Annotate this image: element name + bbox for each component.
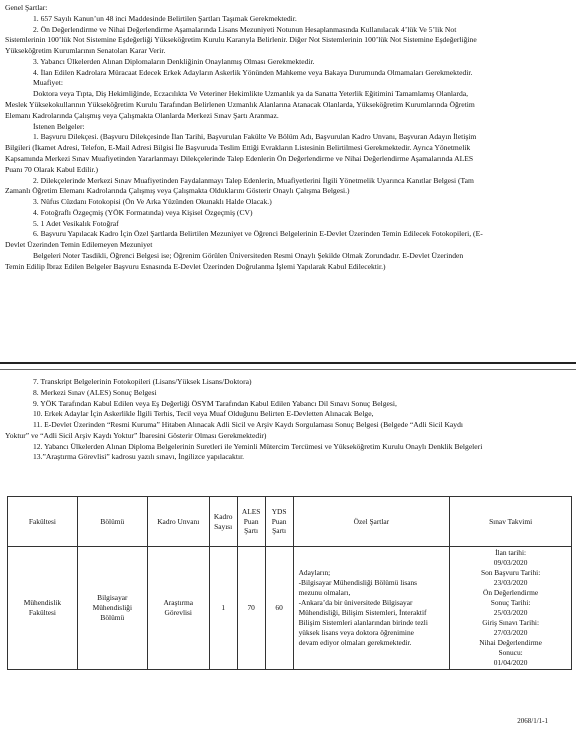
text-line: Elemanı Kadrolarında Çalışmış veya Çalışmakta Olanlarda Merkezi Sınav Şartı Aranmaz. [5,110,279,120]
text-line: 3. Yabancı Ülkelerden Alınan Diplomaların Denkliğinin Onaylanmış Olması Gerekmektedir. [33,56,315,66]
text-line: 5. 1 Adet Vesikalık Fotoğraf [33,218,119,228]
text-line: Muafiyet: [33,78,63,88]
text-line: İstenen Belgeler: [33,121,85,131]
text-line: Belgeleri Noter Tasdikli, Öğrenci Belgesi ise; Öğrenim Görülen Üniversiteden Resmi Onaylı Şekilde Olmak Zorundadır. E-Devlet Üzerinden [33,250,464,260]
text-line: Yükseköğretim Kurumlarının Senatoları Karar Verir. [5,46,166,56]
text-line: 13.”Araştırma Görevlisi” kadrosu yazılı sınavı, İngilizce yapılacaktır. [33,452,245,462]
text-line: 11. E-Devlet Üzerinden “Resmi Kuruma” Hitaben Alınacak Adli Sicil ve Arşiv Kaydı Sorgulaması Sonuç Belgesi (Belgede “Adli Sicil Kaydı [33,420,464,430]
calendar-line: İlan tarihi: [495,548,527,557]
calendar-line: 23/03/2020 [493,577,528,587]
condition-line: Mühendisliği, Bilişim Sistemleri, İnteraktif [298,607,427,617]
calendar-line: Sonuç Tarihi: [490,597,531,607]
condition-line: devam ediyor olmaları gerekmektedir. [298,637,412,647]
calendar-line: Nihai Değerlendirme [479,637,542,647]
cell-ales: 70 [237,547,265,670]
calendar-line: Sonucu: [498,647,523,657]
text-line: Sistemlerinin 100’lük Not Sistemine Eşdeğerliği Yükseköğretim Kurulu Kararıyla Belirlenir. Diğer Not Sistemlerinin 100’lük Not Sistemine Eşdeğerliğine [5,35,477,45]
header-ales: ALES Puan Şartı [237,497,265,547]
divider [0,362,576,364]
calendar-line: 25/03/2020 [493,607,528,617]
calendar-line: Son Başvuru Tarihi: [480,567,541,577]
text-line: 2. Dilekçelerinde Merkezi Sınav Muafiyetinden Faydalanmayı Talep Edenlerin, Muafiyetlerini İlgili Yönetmelik Uyarınca Kanıtlar Belgesi (Tam [33,175,474,185]
cell-faculty: Mühendislik Fakültesi [8,547,78,670]
text-line: Devlet Üzerinden Temin Edilemeyen Mezuniyet [5,240,153,250]
text-line: 1. Başvuru Dilekçesi. (Başvuru Dilekçesinde İlan Tarihi, Başvurulan Fakülte Ve Bölüm Adı, Başvurulan Kadro Unvanı, Başvuran Adayın İletişim [33,132,477,142]
header-department: Bölümü [77,497,147,547]
calendar-line: Ön Değerlendirme [483,587,539,597]
calendar-line: 01/04/2020 [493,657,528,667]
condition-line: yüksek lisans veya doktora öğrenimine [298,627,414,637]
required-documents-section [5,377,571,463]
text-line: Temin Edilip İbraz Edilen Belgeler Başvuru Esnasında E-Devlet Üzerinden Doğrulanma İşlemi Yapılarak Kabul Edilecektir.) [5,261,386,271]
header-calendar: Sınav Takvimi [450,497,572,547]
header-conditions: Özel Şartlar [293,497,450,547]
text-line: 8. Merkezi Sınav (ALES) Sonuç Belgesi [33,387,157,397]
cell-department: Bilgisayar Mühendisliği Bölümü [77,547,147,670]
reference-code: 2068/1/1-1 [517,717,548,725]
cell-calendar [450,547,572,670]
text-line: Puanı 70 Olarak Kabul Edilir.) [5,164,99,174]
text-line: 6. Başvuru Yapılacak Kadro İçin Özel Şartlarda Belirtilen Mezuniyet ve Öğrenci Belgelerinin E-Devlet Üzerinden Temin Edilecek Fotokopileri, (E- [33,229,483,239]
text-line: Kapsamında Merkezi Sınav Muafiyetinden Yararlanmayı Dilekçelerinde Talep Edenlerin Ön Değerlendirme ve Nihai Değerlendirme Aşamalarında ALES [5,153,474,163]
text-line: Bilgileri (İkamet Adresi, Telefon, E-Mail Adresi Bilgisi İle Başvuruda Teslim Ettiği Evrakların Listesinin Belirtilmesi Gerekmektedir. Ayrıca Yönetmelik [5,143,471,153]
condition-line: Bilişim Sistemleri alanlarından birinde tezli [298,617,428,627]
text-line: Meslek Yüksekokullarının Yükseköğretim Kurulu Tarafından Belirlenen Uzmanlık Alanlarına Atanacak Olanlarda, Yükseköğretim Kurumlarında Öğretim [5,100,475,110]
header-yds: YDS Puan Şartı [265,497,293,547]
table-row [8,547,572,670]
cell-conditions [293,547,450,670]
text-line: 9. YÖK Tarafından Kabul Edilen veya Eş Değerliği ÖSYM Tarafından Kabul Edilen Yabancı Dil Sınavı Sonuç Belgesi, [33,398,397,408]
text-line: 12. Yabancı Ülkelerden Alınan Diploma Belgelerinin Suretleri ile Yeminli Mütercim Tercümesi ve Yükseköğretim Kurulu Onaylı Denklik Belgeleri [33,441,483,451]
calendar-line: 09/03/2020 [493,557,528,567]
cell-title: Araştırma Görevlisi [147,547,209,670]
text-line: 10. Erkek Adaylar İçin Askerlikle İlgili Terhis, Tecil veya Muaf Olduğunu Belirten E-Devletten Alınacak Belge, [33,409,374,419]
calendar-line: 27/03/2020 [493,627,528,637]
divider [0,369,576,370]
header-title: Kadro Unvanı [147,497,209,547]
condition-line: -Bilgisayar Mühendisliği Bölümü lisans [298,577,418,587]
text-line: Zamanlı Öğretim Elemanı Kadrolarında Çalışmış veya Çalışmakta Olduklarını Gösterir Onaylı Çalışma Belgesi.) [5,186,350,196]
header-faculty: Fakültesi [8,497,78,547]
section-heading: Genel Şartlar: [5,3,48,12]
text-line: 7. Transkript Belgelerinin Fotokopileri (Lisans/Yüksek Lisans/Doktora) [33,377,252,386]
calendar-line: Giriş Sınavı Tarihi: [482,617,540,627]
text-line: 4. İlan Edilen Kadrolara Müracaat Edecek Erkek Adayların Askerlik Yönünden Mahkeme veya Bakaya Durumunda Olmamaları Gerekmektedir. [33,67,473,77]
position-table [7,496,572,670]
text-line: Doktora veya Tıpta, Diş Hekimliğinde, Eczacılıkta Ve Veteriner Hekimlikte Uzmanlık ya da Sanatta Yeterlik Eğitimini Tamamlamış Olanlarda, [33,89,469,99]
cell-count: 1 [209,547,237,670]
table-header-row [8,497,572,547]
text-line: 4. Fotoğraflı Özgeçmiş (YÖK Formatında) veya Kişisel Özgeçmiş (CV) [33,207,253,217]
text-line: 3. Nüfus Cüzdanı Fotokopisi (Ön Ve Arka Yüzünden Okunaklı Halde Olacak.) [33,197,272,207]
text-line: Yoktur” ve “Adli Sicil Arşiv Kaydı Yoktur” İbaresini Gösterir Olması Gerekmektedir) [5,430,267,440]
text-line: 1. 657 Sayılı Kanun’un 48 inci Maddesinde Belirtilen Şartları Taşımak Gerekmektedir. [33,13,297,23]
cell-yds: 60 [265,547,293,670]
condition-line: -Ankara’da bir üniversitede Bilgisayar [298,597,413,607]
general-conditions-section [5,3,571,273]
condition-line: mezunu olmaları, [298,587,351,597]
condition-line: Adayların; [298,567,331,577]
text-line: 2. Ön Değerlendirme ve Nihai Değerlendirme Aşamalarında Lisans Mezuniyeti Notunun Hesaplanmasında Kullanılacak 4’lük Ve 5’lik Not [33,24,457,34]
header-count: Kadro Sayısı [209,497,237,547]
